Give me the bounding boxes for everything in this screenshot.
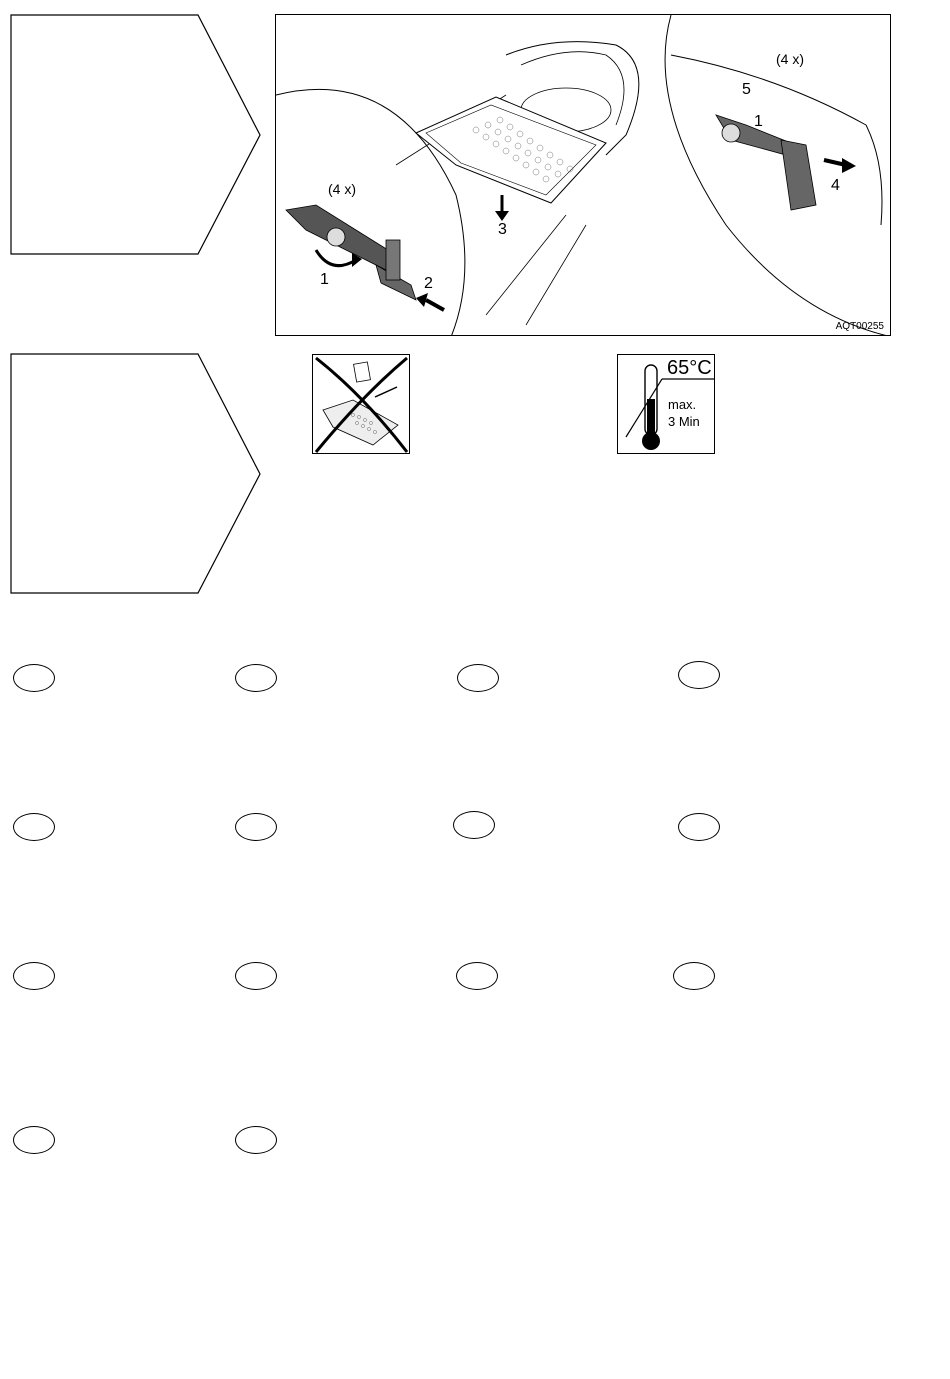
language-oval <box>453 811 495 839</box>
step-tab-2 <box>10 353 262 595</box>
language-oval <box>13 1126 55 1154</box>
language-oval <box>235 813 277 841</box>
language-oval <box>13 664 55 692</box>
step-tab-1 <box>10 14 262 256</box>
language-oval <box>13 813 55 841</box>
language-oval <box>678 661 720 689</box>
thermometer-icon <box>617 354 715 454</box>
language-oval <box>457 664 499 692</box>
language-oval <box>673 962 715 990</box>
duration-line-1: max. <box>668 397 697 412</box>
language-oval <box>678 813 720 841</box>
language-oval <box>235 962 277 990</box>
language-oval <box>235 1126 277 1154</box>
callout-1-right: 1 <box>754 113 763 130</box>
assembly-illustration <box>275 14 891 336</box>
temperature-label: 65°C <box>667 357 712 379</box>
callout-4: 4 <box>831 177 840 194</box>
callout-3: 3 <box>498 221 507 238</box>
language-oval <box>13 962 55 990</box>
duration-line-2: 3 Min <box>668 414 700 429</box>
figure-code: AQT00255 <box>835 321 884 332</box>
callout-1-left: 1 <box>320 271 329 288</box>
language-oval <box>235 664 277 692</box>
callout-count-right: (4 x) <box>776 51 804 67</box>
callout-count-left: (4 x) <box>328 181 356 197</box>
callout-5: 5 <box>742 81 751 98</box>
no-tools-icon <box>312 354 410 454</box>
language-oval <box>456 962 498 990</box>
callout-2: 2 <box>424 275 433 292</box>
